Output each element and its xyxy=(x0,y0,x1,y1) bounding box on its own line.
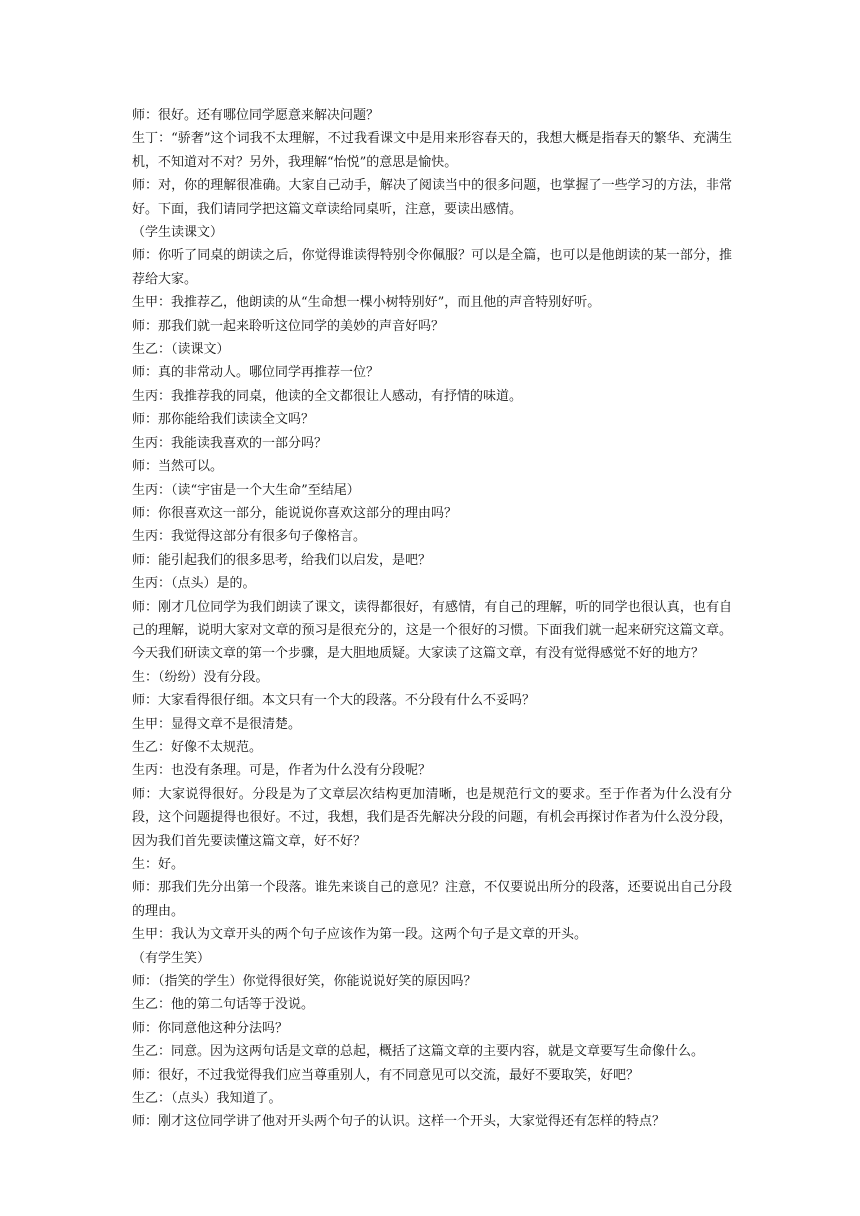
dialogue-line: 生：（纷纷）没有分段。 xyxy=(132,669,269,685)
dialogue-line: （学生读课文） xyxy=(132,225,224,241)
dialogue-line: 生乙：（点头）我知道了。 xyxy=(132,1091,282,1107)
dialogue-line: 师：你听了同桌的朗读之后，你觉得谁读得特别令你佩服？可以是全篇，也可以是他朗读的某一部分，推荐给大家。 xyxy=(132,248,732,287)
dialogue-line: 生乙：同意。因为这两句话是文章的总起，概括了这篇文章的主要内容，就是文章要写生命像什么。 xyxy=(132,1044,705,1060)
dialogue-line: 师：很好。还有哪位同学愿意来解决问题？ xyxy=(132,108,380,123)
dialogue-line: 生乙：好像不太规范。 xyxy=(132,739,263,755)
dialogue-line: 师：你很喜欢这一部分，能说说你喜欢这部分的理由吗？ xyxy=(132,505,458,521)
dialogue-line: 师：那我们先分出第一个段落。谁先来谈自己的意见？注意，不仅要说出所分的段落，还要说出自己分段的理由。 xyxy=(132,880,732,919)
dialogue-line: 师：很好，不过我觉得我们应当尊重别人，有不同意见可以交流，最好不要取笑，好吧？ xyxy=(132,1067,640,1083)
dialogue-line: 师：当然可以。 xyxy=(132,459,224,475)
dialogue-line: 生丙：我能读我喜欢的一部分吗？ xyxy=(132,435,328,451)
dialogue-line: 生丁：“骄奢”这个词我不太理解，不过我看课文中是用来形容春天的，我想大概是指春天的繁华、充满生机，不知道对不对？另外，我理解“怡悦”的意思是愉快。 xyxy=(132,131,732,170)
dialogue-line: 生丙：我推荐我的同桌，他读的全文都很让人感动，有抒情的味道。 xyxy=(132,388,523,404)
dialogue-line: 生乙：（读课文） xyxy=(132,342,230,358)
dialogue-line: 生甲：显得文章不是很清楚。 xyxy=(132,716,302,732)
dialogue-line: 师：大家说得很好。分段是为了文章层次结构更加清晰，也是规范行文的要求。至于作者为什么没有分段，这个问题提得也很好。不过，我想，我们是否先解决分段的问题，有机会再探讨作者为什么没分段，因为我们首先要读懂这篇文章，好不好？ xyxy=(132,786,732,849)
dialogue-line: 师：能引起我们的很多思考，给我们以启发，是吧？ xyxy=(132,552,432,568)
transcript-body xyxy=(132,104,732,1134)
dialogue-line: 生甲：我推荐乙，他朗读的从“生命想一棵小树特别好”，而且他的声音特别好听。 xyxy=(132,295,601,311)
dialogue-line: 师：对，你的理解很准确。大家自己动手，解决了阅读当中的很多问题，也掌握了一些学习的方法，非常好。下面，我们请同学把这篇文章读给同桌听，注意，要读出感情。 xyxy=(132,178,732,217)
dialogue-line: 师：刚才这位同学讲了他对开头两个句子的认识。这样一个开头，大家觉得还有怎样的特点？ xyxy=(132,1114,666,1130)
dialogue-line: 师：你同意他这种分法吗？ xyxy=(132,1020,289,1036)
dialogue-line: 师：大家看得很仔细。本文只有一个大的段落。不分段有什么不妥吗？ xyxy=(132,693,536,709)
dialogue-line: （有学生笑） xyxy=(132,950,211,966)
dialogue-line: 生乙：他的第二句话等于没说。 xyxy=(132,997,315,1013)
dialogue-line: 生甲：我认为文章开头的两个句子应该作为第一段。这两个句子是文章的开头。 xyxy=(132,927,588,943)
dialogue-line: 生丙：我觉得这部分有很多句子像格言。 xyxy=(132,529,367,545)
dialogue-line: 生丙：（点头）是的。 xyxy=(132,576,256,592)
dialogue-line: 生：好。 xyxy=(132,857,185,872)
dialogue-line: 师：那你能给我们读读全文吗？ xyxy=(132,412,315,428)
dialogue-line: 生丙：也没有条理。可是，作者为什么没有分段呢？ xyxy=(132,763,432,779)
dialogue-line: 生丙：（读“宇宙是一个大生命”至结尾） xyxy=(132,482,360,498)
dialogue-line: 师：（指笑的学生）你觉得很好笑，你能说说好笑的原因吗？ xyxy=(132,974,477,990)
dialogue-line: 师：刚才几位同学为我们朗读了课文，读得都很好，有感情，有自己的理解，听的同学也很认真，也有自己的理解，说明大家对文章的预习是很充分的，这是一个很好的习惯。下面我们就一起来研究这篇文章。今天我们研读文章的第一个步骤，是大胆地质疑。大家读了这篇文章，有没有觉得感觉不好的地方？ xyxy=(132,599,732,662)
dialogue-line: 师：真的非常动人。哪位同学再推荐一位？ xyxy=(132,365,380,381)
dialogue-line: 师：那我们就一起来聆听这位同学的美妙的声音好吗？ xyxy=(132,318,445,334)
